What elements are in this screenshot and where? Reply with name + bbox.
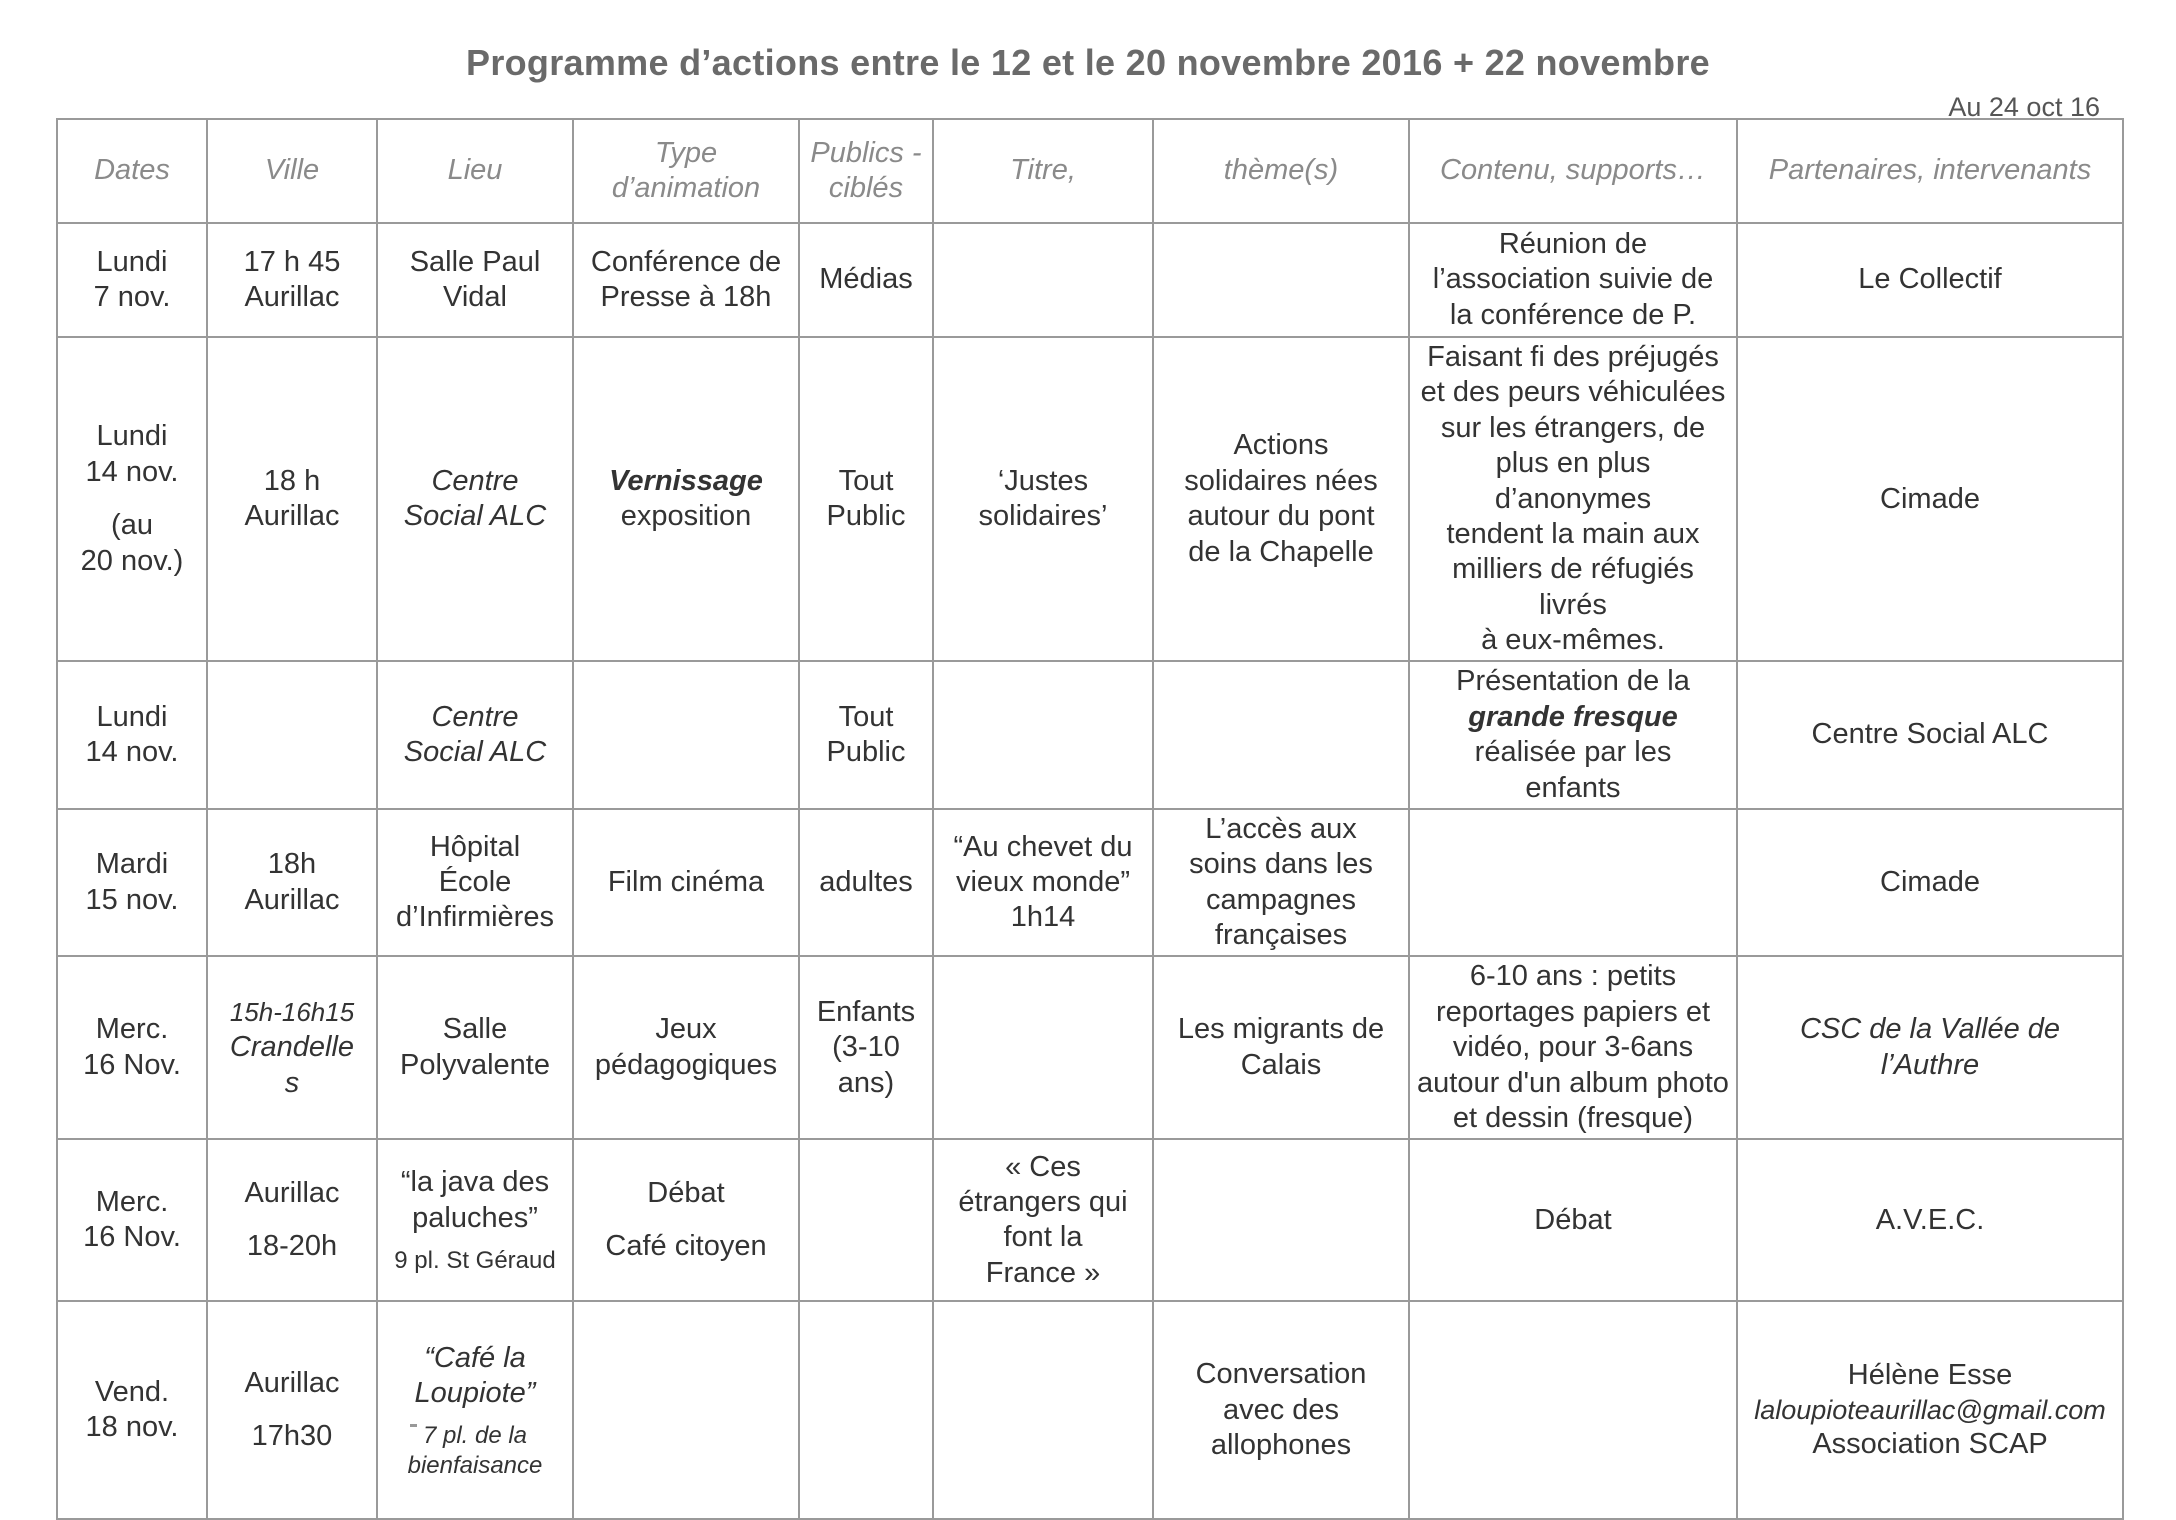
cell-date: Lundi 14 nov. xyxy=(57,661,207,809)
cell-theme xyxy=(1153,1139,1409,1301)
cell-date: Mardi 15 nov. xyxy=(57,809,207,957)
cell-theme: Les migrants de Calais xyxy=(1153,956,1409,1139)
cell-partenaires: Cimade xyxy=(1737,337,2123,661)
table-row xyxy=(57,661,2123,809)
cell-date: Merc. 16 Nov. xyxy=(57,956,207,1139)
cell-contenu: Débat xyxy=(1409,1139,1737,1301)
header-lieu: Lieu xyxy=(377,119,573,223)
cell-titre xyxy=(933,1301,1153,1519)
header-partenaires: Partenaires, intervenants xyxy=(1737,119,2123,223)
cell-public xyxy=(799,1139,933,1301)
header-contenu: Contenu, supports… xyxy=(1409,119,1737,223)
cell-partenaires: Centre Social ALC xyxy=(1737,661,2123,809)
cell-contenu: Présentation de la grande fresque réalisée par les enfants xyxy=(1409,661,1737,809)
cell-theme: L’accès aux soins dans les campagnes françaises xyxy=(1153,809,1409,957)
cell-date: Merc. 16 Nov. xyxy=(57,1139,207,1301)
cell-titre xyxy=(933,223,1153,337)
table-row xyxy=(57,809,2123,957)
cell-public xyxy=(799,1301,933,1519)
cell-theme: Conversation avec des allophones xyxy=(1153,1301,1409,1519)
cell-lieu: Salle Polyvalente xyxy=(377,956,573,1139)
cell-ville: Aurillac 18-20h xyxy=(207,1139,377,1301)
cell-contenu: Faisant fi des préjugés et des peurs véhiculées sur les étrangers, de plus en plus d’anonymes tendent la main aux milliers de réfugiés livrés à eux-mêmes. xyxy=(1409,337,1737,661)
partner-email: laloupioteaurillac@gmail.com xyxy=(1754,1394,2106,1425)
table-row xyxy=(57,223,2123,337)
cell-lieu: Centre Social ALC xyxy=(377,661,573,809)
header-row xyxy=(57,119,2123,223)
programme-table xyxy=(56,118,2124,1520)
cell-lieu: Hôpital École d’Infirmières xyxy=(377,809,573,957)
cell-titre xyxy=(933,661,1153,809)
cell-public: Tout Public xyxy=(799,337,933,661)
date-note: Au 24 oct 16 xyxy=(1948,92,2100,122)
cell-ville: Aurillac 17h30 xyxy=(207,1301,377,1519)
table-row xyxy=(57,1139,2123,1301)
header-theme: thème(s) xyxy=(1153,119,1409,223)
cell-type xyxy=(573,1301,799,1519)
header-publics: Publics -ciblés xyxy=(799,119,933,223)
cell-lieu: “Café la Loupiote” 7 pl. de la bienfaisance xyxy=(377,1301,573,1519)
cell-titre: « Ces étrangers qui font la France » xyxy=(933,1139,1153,1301)
cell-ville: 18h Aurillac xyxy=(207,809,377,957)
cell-contenu xyxy=(1409,809,1737,957)
cell-partenaires: Hélène Esse laloupioteaurillac@gmail.com Association SCAP xyxy=(1737,1301,2123,1519)
cell-type: Jeux pédagogiques xyxy=(573,956,799,1139)
cell-public: adultes xyxy=(799,809,933,957)
cell-partenaires: CSC de la Vallée de l’Authre xyxy=(1737,956,2123,1139)
cell-partenaires: A.V.E.C. xyxy=(1737,1139,2123,1301)
cell-contenu xyxy=(1409,1301,1737,1519)
header-dates: Dates xyxy=(57,119,207,223)
cell-type: Conférence de Presse à 18h xyxy=(573,223,799,337)
cell-contenu: 6-10 ans : petits reportages papiers et vidéo, pour 3-6ans autour d'un album photo et dessin (fresque) xyxy=(1409,956,1737,1139)
cell-date: Vend. 18 nov. xyxy=(57,1301,207,1519)
cell-type: Débat Café citoyen xyxy=(573,1139,799,1301)
cell-ville: 18 h Aurillac xyxy=(207,337,377,661)
cell-titre: “Au chevet du vieux monde” 1h14 xyxy=(933,809,1153,957)
cell-public: Médias xyxy=(799,223,933,337)
cell-theme xyxy=(1153,223,1409,337)
cell-titre xyxy=(933,956,1153,1139)
header-ville: Ville xyxy=(207,119,377,223)
cell-lieu: Centre Social ALC xyxy=(377,337,573,661)
cell-type: Film cinéma xyxy=(573,809,799,957)
cell-ville: 17 h 45 Aurillac xyxy=(207,223,377,337)
header-type: Type d’animation xyxy=(573,119,799,223)
cell-lieu: “la java des paluches” 9 pl. St Géraud xyxy=(377,1139,573,1301)
cell-ville xyxy=(207,661,377,809)
cell-theme xyxy=(1153,661,1409,809)
cell-public: Tout Public xyxy=(799,661,933,809)
cell-partenaires: Le Collectif xyxy=(1737,223,2123,337)
scan-speck xyxy=(410,1424,417,1427)
cell-ville: 15h-16h15 Crandelle s xyxy=(207,956,377,1139)
table-row xyxy=(57,337,2123,661)
cell-contenu: Réunion de l’association suivie de la conférence de P. xyxy=(1409,223,1737,337)
table-row xyxy=(57,1301,2123,1519)
cell-theme: Actions solidaires nées autour du pont de la Chapelle xyxy=(1153,337,1409,661)
cell-date: Lundi 7 nov. xyxy=(57,223,207,337)
cell-public: Enfants (3-10 ans) xyxy=(799,956,933,1139)
cell-lieu: Salle Paul Vidal xyxy=(377,223,573,337)
cell-type xyxy=(573,661,799,809)
cell-date: Lundi 14 nov. (au 20 nov.) xyxy=(57,337,207,661)
page-title: Programme d’actions entre le 12 et le 20 novembre 2016 + 22 novembre xyxy=(466,42,1710,83)
cell-type: Vernissage exposition xyxy=(573,337,799,661)
table-row xyxy=(57,956,2123,1139)
cell-partenaires: Cimade xyxy=(1737,809,2123,957)
header-titre: Titre, xyxy=(933,119,1153,223)
cell-titre: ‘Justes solidaires’ xyxy=(933,337,1153,661)
